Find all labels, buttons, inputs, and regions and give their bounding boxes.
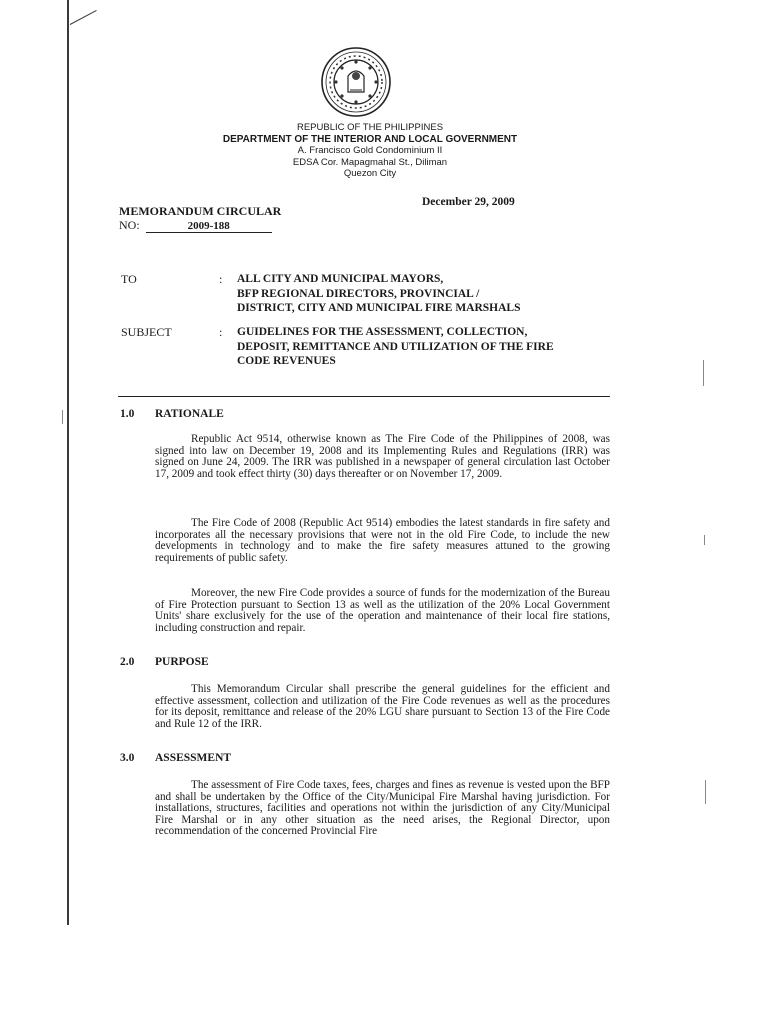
- to-label: TO: [121, 272, 137, 286]
- paragraph: This Memorandum Circular shall prescribe the general guidelines for the efficient and effective assessment, collection and utilization of the Fire Code revenues as well as the procedures for its deposit, remittance and release of the 20% LGU share pursuant to Section 13 of the Fire Code and Rule 12 of the IRR.: [155, 683, 610, 730]
- letterhead: [180, 122, 560, 180]
- section-number: 2.0: [120, 656, 135, 668]
- memo-date: December 29, 2009: [422, 196, 515, 208]
- city-line: Quezon City: [343, 168, 397, 179]
- section-number: 3.0: [120, 752, 135, 764]
- address-line-1: A. Francisco Gold Condominium II: [297, 145, 443, 156]
- subject-label: SUBJECT: [121, 325, 172, 339]
- to-recipients: [237, 272, 617, 316]
- address-line-2: EDSA Cor. Mapagmahal St., Diliman: [292, 156, 448, 168]
- scan-edge-mark: [705, 780, 706, 804]
- scan-edge-mark: [704, 535, 705, 545]
- paragraph: The assessment of Fire Code taxes, fees, charges and fines as revenue is vested upon the BFP and shall be undertaken by the Office of the City/Municipal Fire Marshal having jurisdiction. For installations, structures, facilities and operations not within the jurisdiction of any City/Municipal Fire Marshal or in any other situation as the need arises, the Regional Director, upon recommendation of the concerned Provincial Fire: [155, 779, 610, 838]
- section-title: RATIONALE: [155, 408, 224, 420]
- section-number: 1.0: [120, 408, 135, 420]
- to-colon: :: [219, 272, 223, 286]
- to-line: BFP REGIONAL DIRECTORS, PROVINCIAL /: [237, 287, 480, 300]
- memo-number: [119, 218, 272, 233]
- memo-number-value: 2009-188: [146, 220, 272, 233]
- scan-edge-mark: [62, 410, 63, 424]
- paragraph: The Fire Code of 2008 (Republic Act 9514) embodies the latest standards in fire safety and incorporates all the necessary provisions that were not in the old Fire Code, to include the new developments in technology and to make the fire safety measures attuned to the growing requirements of public safety.: [155, 517, 610, 564]
- republic-line: REPUBLIC OF THE PHILIPPINES: [296, 122, 444, 133]
- scan-margin-line: [67, 0, 69, 925]
- subject-line: GUIDELINES FOR THE ASSESSMENT, COLLECTION,: [237, 326, 528, 338]
- to-line: ALL CITY AND MUNICIPAL MAYORS,: [237, 273, 444, 285]
- subject-colon: :: [219, 325, 223, 339]
- memo-title: MEMORANDUM CIRCULAR: [119, 204, 282, 218]
- scan-edge-mark: [703, 360, 704, 386]
- section-title: PURPOSE: [155, 656, 209, 668]
- memo-number-label: NO:: [119, 218, 140, 232]
- dilg-seal-icon: [320, 46, 392, 118]
- paragraph: Moreover, the new Fire Code provides a source of funds for the modernization of the Bureau of Fire Protection pursuant to Section 13 as well as the utilization of the 20% Local Government Units' share exclusively for the use of the operation and maintenance of their local fire stations, including construction and repair.: [155, 587, 610, 634]
- paragraph: Republic Act 9514, otherwise known as The Fire Code of the Philippines of 2008, was signed into law on December 19, 2008 and its Implementing Rules and Regulations (IRR) was signed on June 24, 2009. The IRR was published in a newspaper of general circulation last October 17, 2009 and took effect thirty (30) days thereafter or on November 17, 2009.: [155, 433, 610, 480]
- subject-line: DEPOSIT, REMITTANCE AND UTILIZATION OF THE FIRE: [237, 340, 554, 353]
- header-divider: [118, 396, 610, 397]
- section-title: ASSESSMENT: [155, 752, 232, 764]
- subject-text: [237, 325, 617, 369]
- scan-pen-mark: [70, 10, 97, 25]
- department-name: DEPARTMENT OF THE INTERIOR AND LOCAL GOVERNMENT: [222, 133, 518, 145]
- to-line: DISTRICT, CITY AND MUNICIPAL FIRE MARSHALS: [237, 302, 521, 314]
- subject-line: CODE REVENUES: [237, 355, 336, 367]
